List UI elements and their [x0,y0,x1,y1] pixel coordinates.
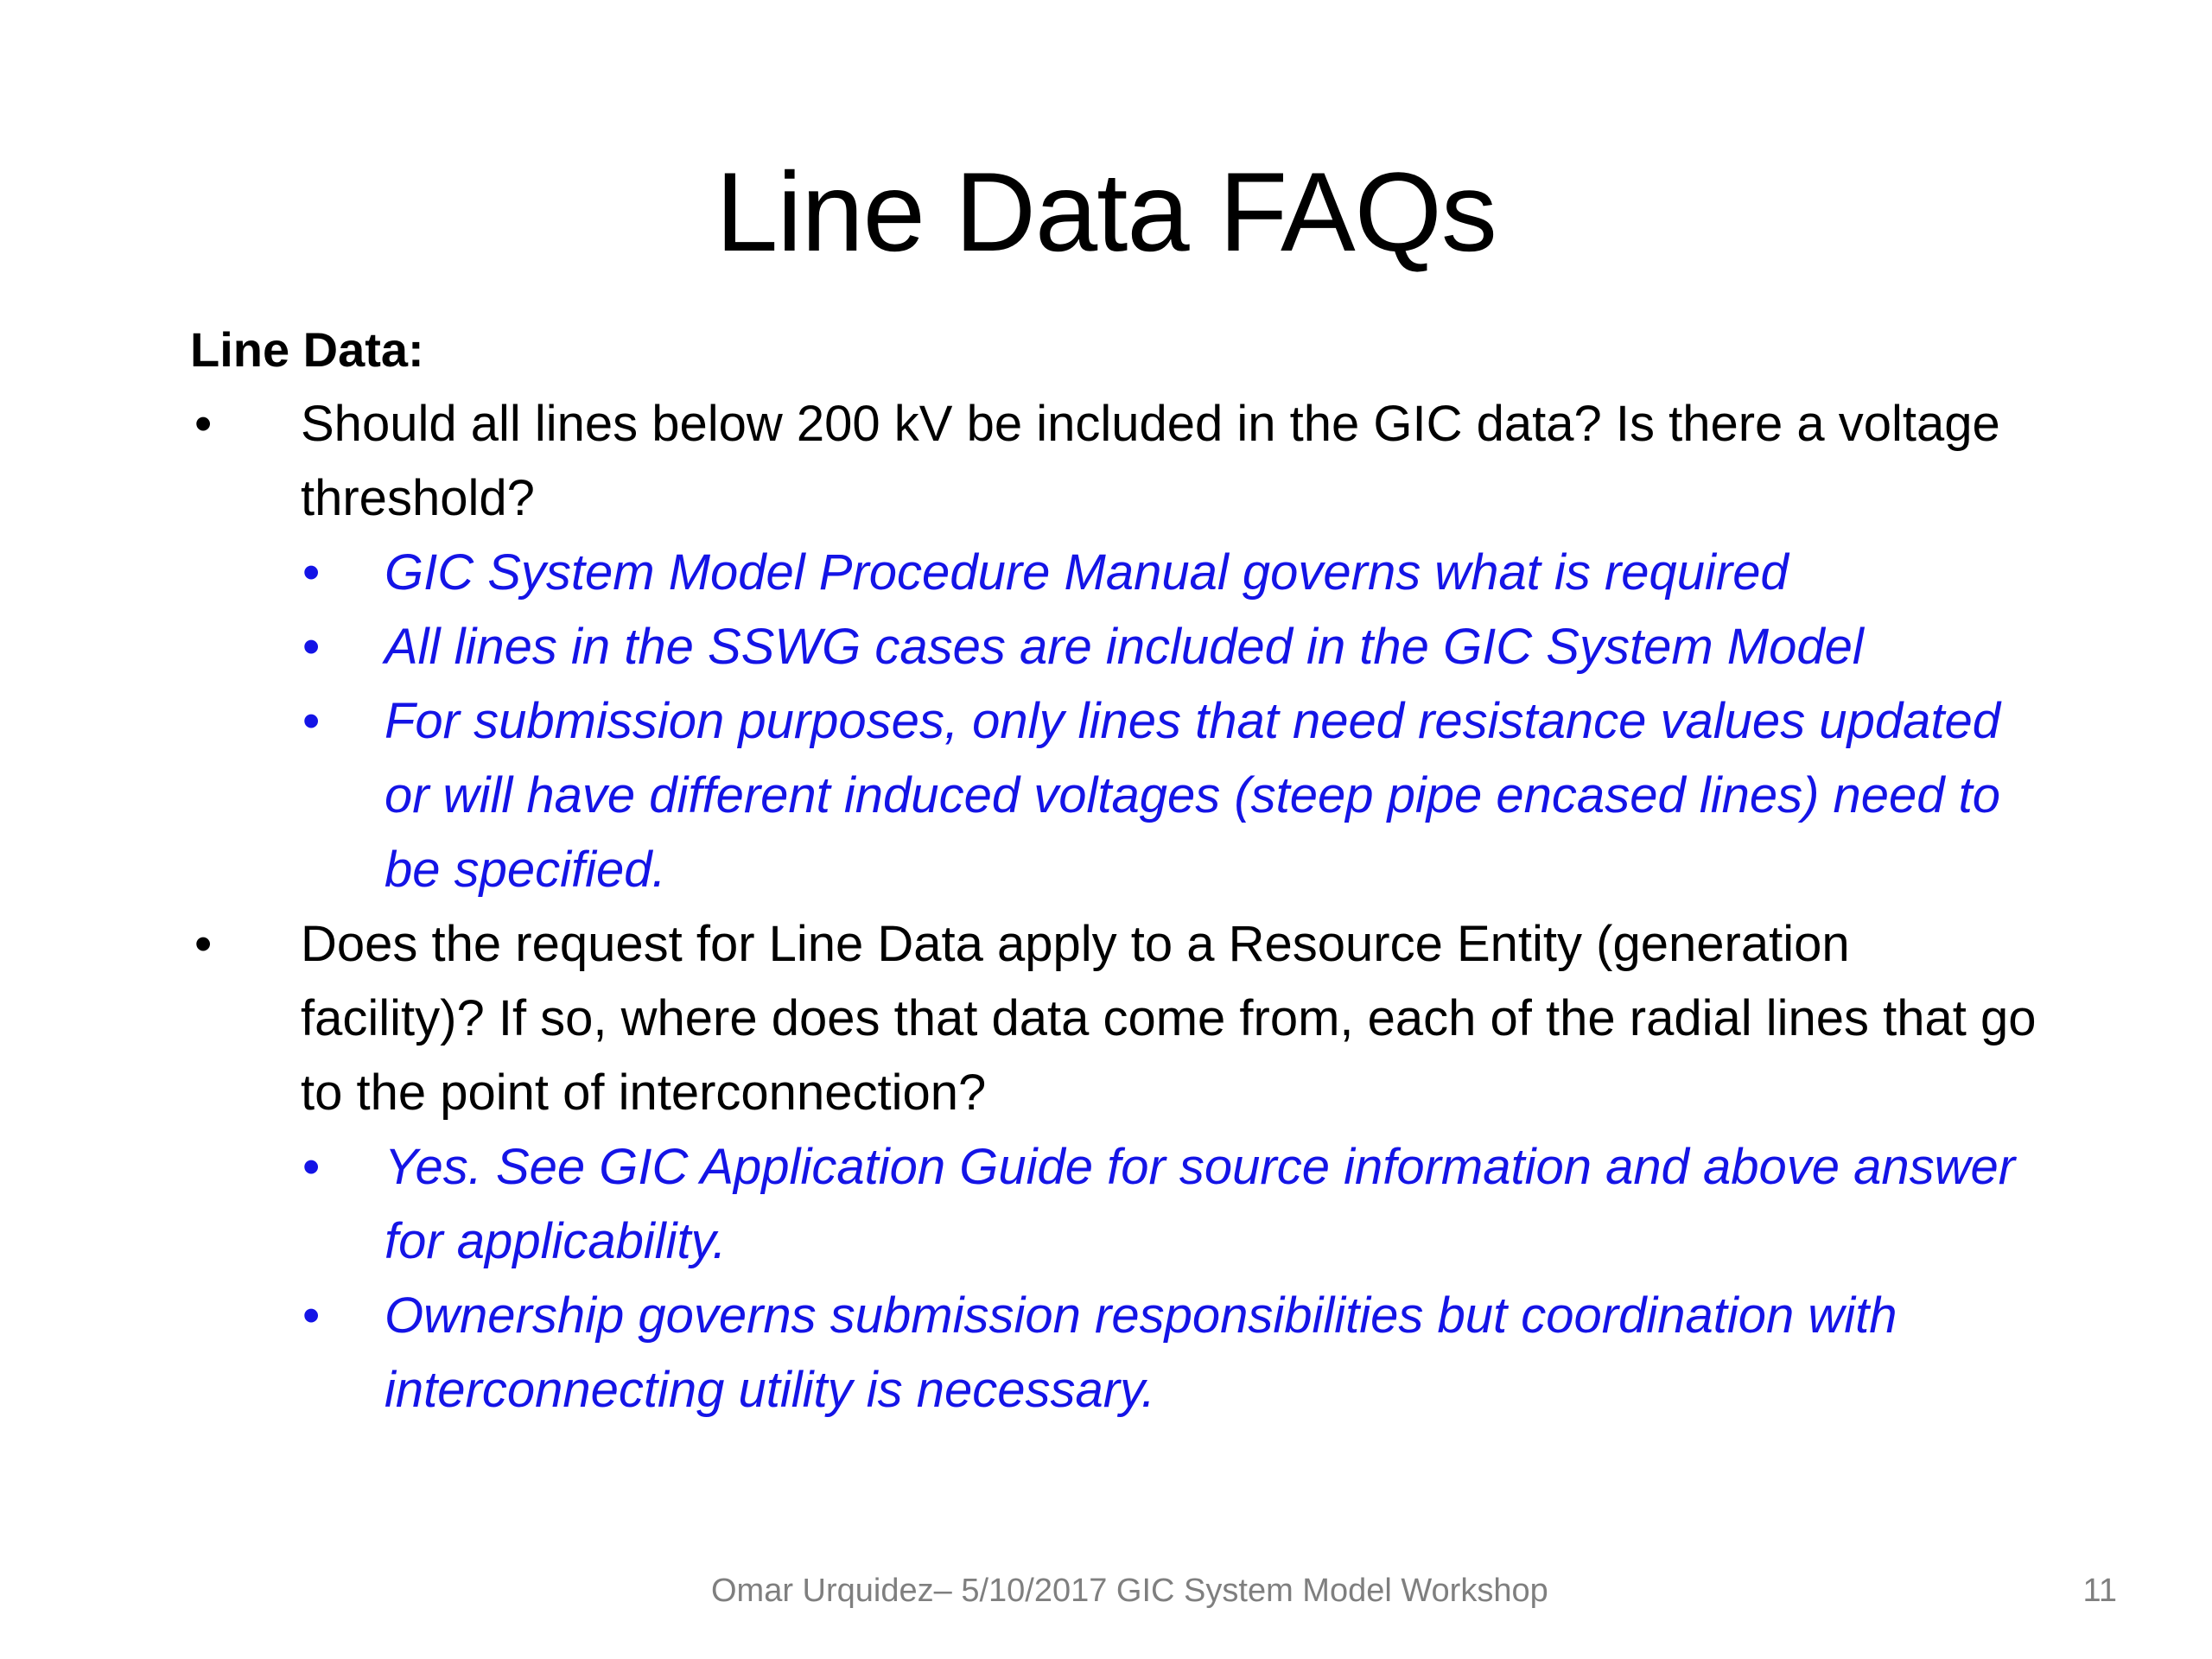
answer-2-2-text: Ownership governs submission responsibilities but coordination with interconnecting utility is necessary. [385,1287,1897,1418]
answer-2-1 [190,1130,2039,1279]
bullet-icon: • [302,1287,321,1344]
answer-1-1-text: GIC System Model Procedure Manual governs what is required [385,544,1789,601]
bullet-icon: • [302,619,321,675]
question-2-text: Does the request for Line Data apply to a Resource Entity (generation facility)? If so, where does that data come from, each of the radial lines that go to the point of interconnection? [301,916,2037,1121]
question-1-text: Should all lines below 200 kV be included in the GIC data? Is there a voltage threshold? [301,396,2000,526]
answer-1-2 [190,610,2039,684]
answer-1-3-text: For submission purposes, only lines that need resistance values updated or will have different induced voltages (steep pipe encased lines) need to be specified. [385,693,2001,898]
question-1 [190,387,2039,536]
bullet-icon: • [194,916,213,972]
question-2 [190,907,2039,1130]
bullet-icon: • [194,396,213,452]
answer-2-2 [190,1279,2039,1427]
answer-1-1 [190,536,2039,610]
slide-title: Line Data FAQs [715,149,1497,275]
bullet-icon: • [302,544,321,601]
answer-2-1-text: Yes. See GIC Application Guide for source information and above answer for applicability. [385,1139,2016,1269]
slide-footer: Omar Urquidez– 5/10/2017 GIC System Model Workshop [711,1573,1548,1609]
answer-1-3 [190,684,2039,907]
answer-1-2-text: All lines in the SSWG cases are included in the GIC System Model [385,619,1864,675]
section-heading: Line Data: [190,322,424,377]
slide-content [190,313,2039,1427]
bullet-icon: • [302,1139,321,1195]
page-number: 11 [2082,1573,2117,1609]
bullet-icon: • [302,693,321,749]
